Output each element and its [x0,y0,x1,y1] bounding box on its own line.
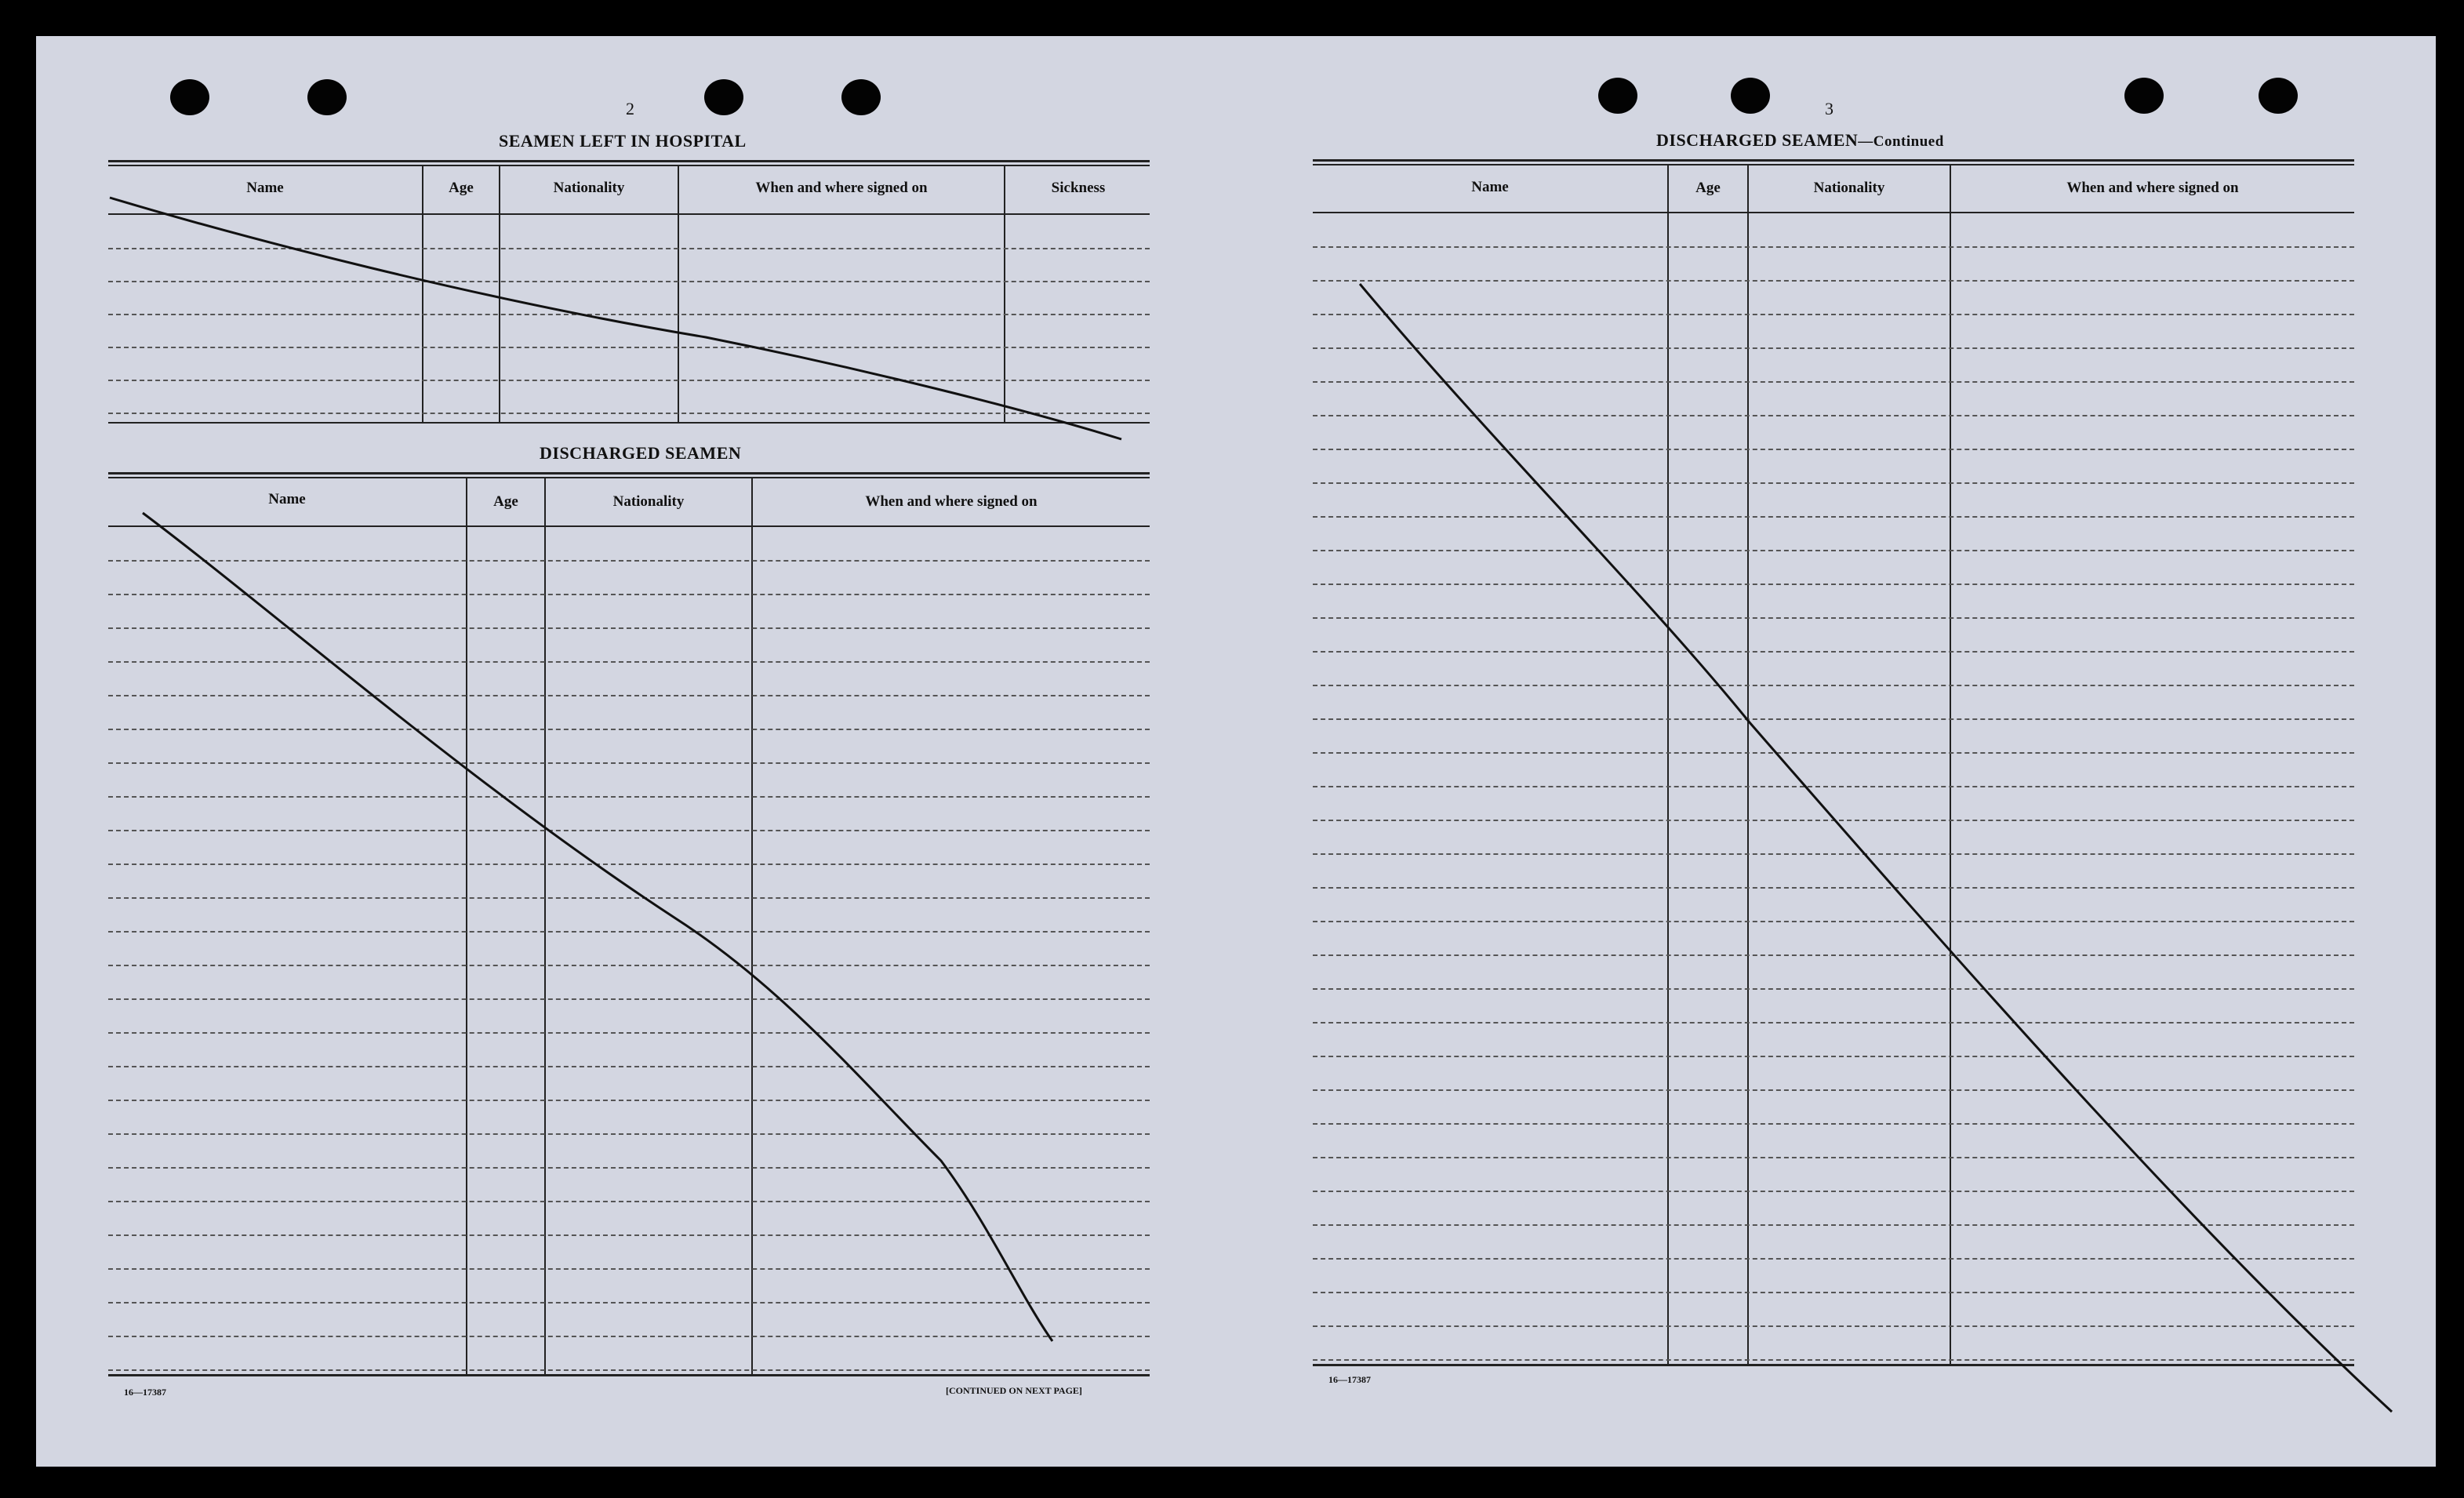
hospital-table-top-rule-2 [108,165,1150,166]
punch-hole [1598,78,1637,114]
discharged-col-nationality-header: Nationality [612,493,685,510]
discharged-table-bottom-rule [108,1374,1150,1376]
continued-col-divider [1747,165,1749,1364]
table-row-line [1313,516,2354,518]
table-row-line [1313,550,2354,551]
punch-hole [841,79,881,115]
punch-hole [1731,78,1770,114]
table-row-line [108,380,1150,381]
table-row-line [108,931,1150,933]
discharged-col-age-header: Age [493,493,518,510]
hospital-col-signed-on-header: When and where signed on [755,180,928,196]
table-row-line [1313,347,2354,349]
continued-col-divider [1667,165,1669,1364]
table-row-line [1313,1022,2354,1024]
table-row-line [108,1201,1150,1202]
document-paper [36,36,2436,1467]
hospital-header-bottom-rule [108,213,1150,215]
hospital-section-title: SEAMEN LEFT IN HOSPITAL [499,131,747,151]
discharged-col-signed-on-header: When and where signed on [865,493,1038,510]
continued-col-nationality-header: Nationality [1813,180,1885,196]
table-row-line [1313,786,2354,787]
table-row-line [1313,617,2354,619]
table-row-line [1313,1056,2354,1057]
punch-hole [704,79,743,115]
table-row-line [108,1336,1150,1337]
punch-hole [2124,78,2164,114]
table-row-line [1313,280,2354,282]
continued-table-top-rule-2 [1313,164,2354,165]
table-row-line [1313,246,2354,248]
form-code-right: 16—17387 [1328,1374,1371,1385]
table-row-line [108,1066,1150,1067]
table-row-line [108,314,1150,315]
continued-col-signed-on-header: When and where signed on [2066,180,2239,196]
continued-note: [CONTINUED ON NEXT PAGE] [946,1385,1082,1396]
page-number-right: 3 [1825,99,1833,118]
discharged-continued-title-main: DISCHARGED SEAMEN [1656,130,1859,150]
punch-hole [2259,78,2298,114]
table-row-line [1313,482,2354,484]
table-row-line [1313,1157,2354,1158]
table-row-line [108,1302,1150,1303]
table-row-line [108,281,1150,282]
table-row-line [1313,1292,2354,1293]
continued-table-bottom-rule [1313,1364,2354,1366]
table-row-line [108,729,1150,730]
hospital-col-divider [1004,166,1005,422]
table-row-line [108,1133,1150,1135]
hospital-table-top-rule [108,160,1150,162]
table-row-line [108,1100,1150,1101]
table-row-line [1313,685,2354,686]
table-row-line [1313,752,2354,754]
hospital-table-bottom-rule [108,422,1150,424]
hospital-col-sickness-header: Sickness [1051,180,1106,196]
table-row-line [1313,853,2354,855]
table-row-line [1313,381,2354,383]
continued-col-age-header: Age [1695,180,1721,196]
continued-header-bottom-rule [1313,212,2354,213]
discharged-continued-title [1656,130,1944,151]
table-row-line [108,1268,1150,1270]
punch-hole [170,79,209,115]
table-row-line [108,1167,1150,1169]
table-row-line [1313,415,2354,416]
table-row-line [108,347,1150,348]
table-row-line [108,830,1150,831]
table-row-line [108,864,1150,865]
discharged-col-divider [544,478,546,1374]
table-row-line [1313,584,2354,585]
table-row-line [1313,1191,2354,1192]
hospital-col-divider [678,166,679,422]
table-row-line [108,661,1150,663]
discharged-col-divider [751,478,753,1374]
hospital-col-nationality-header: Nationality [553,180,625,196]
form-code-left: 16—17387 [124,1387,166,1398]
table-row-line [108,762,1150,764]
table-row-line [108,998,1150,1000]
table-row-line [108,560,1150,562]
table-row-line [1313,1258,2354,1260]
discharged-header-bottom-rule [108,525,1150,527]
table-row-line [1313,887,2354,889]
discharged-table-top-rule-2 [108,477,1150,478]
hospital-col-divider [422,166,423,422]
table-row-line [1313,651,2354,653]
page-number-left: 2 [626,99,634,118]
table-row-line [1313,1224,2354,1226]
table-row-line [1313,449,2354,450]
hospital-col-divider [499,166,500,422]
continued-col-divider [1950,165,1951,1364]
table-row-line [1313,314,2354,315]
table-row-line [108,1234,1150,1236]
table-row-line [1313,921,2354,922]
discharged-col-divider [466,478,467,1374]
continued-col-name-header: Name [1471,179,1509,195]
table-row-line [108,1369,1150,1371]
table-row-line [1313,718,2354,720]
discharged-col-name-header: Name [268,491,306,507]
table-row-line [108,897,1150,899]
discharged-section-title: DISCHARGED SEAMEN [540,443,742,463]
table-row-line [1313,988,2354,990]
table-row-line [108,796,1150,798]
discharged-table-top-rule [108,472,1150,474]
table-row-line [1313,954,2354,956]
table-row-line [108,594,1150,595]
punch-hole [307,79,347,115]
table-row-line [108,248,1150,249]
table-row-line [1313,820,2354,821]
table-row-line [108,965,1150,966]
table-row-line [108,627,1150,629]
table-row-line [108,1032,1150,1034]
hospital-col-age-header: Age [449,180,474,196]
table-row-line [108,413,1150,414]
table-row-line [1313,1123,2354,1125]
hospital-col-name-header: Name [246,180,284,196]
discharged-continued-title-suffix: —Continued [1858,133,1944,150]
table-row-line [108,695,1150,696]
table-row-line [1313,1089,2354,1091]
table-row-line [1313,1359,2354,1361]
table-row-line [1313,1325,2354,1327]
continued-table-top-rule [1313,159,2354,162]
